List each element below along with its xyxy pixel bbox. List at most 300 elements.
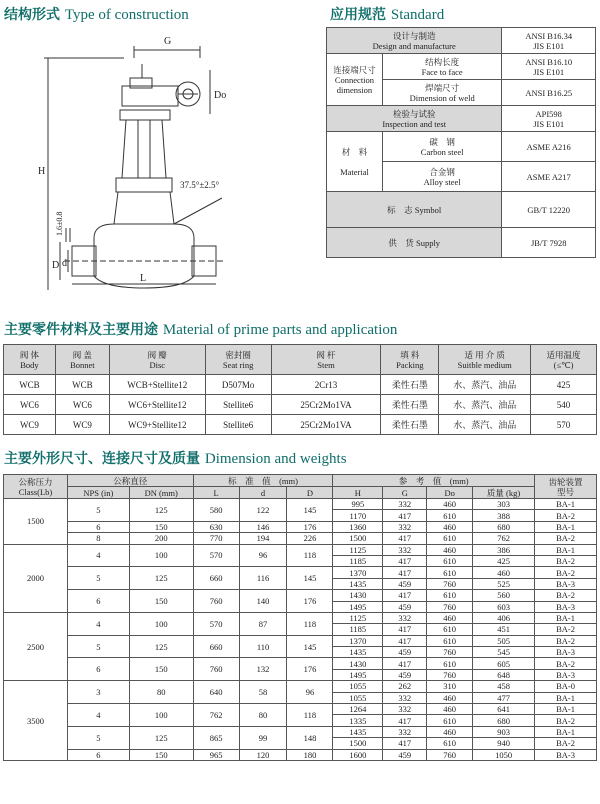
- dim-d-cell: 80: [239, 704, 287, 727]
- dim-head-reference: 参 考 值 (mm): [333, 475, 535, 487]
- dim-dn-cell: 150: [129, 590, 193, 613]
- material-header-cell: [531, 345, 597, 375]
- material-header-cn: 适用温度: [546, 349, 581, 360]
- dim-h-cell: 1370: [333, 567, 383, 578]
- material-table: [3, 344, 597, 435]
- material-cell: WC9: [55, 415, 109, 435]
- label-do: Do: [214, 90, 227, 101]
- label-D: D: [52, 260, 60, 271]
- dim-d-cell: 118: [287, 704, 333, 727]
- dim-gear-cell: BA-3: [535, 669, 597, 680]
- dim-gear-cell: BA-3: [535, 601, 597, 612]
- dim-h-cell: 1435: [333, 578, 383, 589]
- dim-l-cell: 760: [193, 658, 239, 681]
- material-header-en: Stem: [317, 359, 335, 370]
- dim-g-cell: 417: [383, 624, 427, 635]
- dim-subheader: 质量 (kg): [473, 487, 535, 499]
- dim-gear-cell: BA-2: [535, 715, 597, 726]
- valve-drawing: [4, 28, 294, 293]
- dim-dn-cell: 100: [129, 612, 193, 635]
- gearbox-shape: [122, 86, 178, 106]
- dim-h-cell: 1495: [333, 601, 383, 612]
- dim-do-cell: 610: [427, 567, 473, 578]
- materials-title: [4, 319, 397, 339]
- material-row: [4, 415, 597, 435]
- dimension-row: [4, 612, 597, 623]
- std-material-label: 材 料 Material: [327, 132, 383, 192]
- dim-do-cell: 610: [427, 738, 473, 749]
- dim-d-cell: 120: [239, 749, 287, 760]
- material-header-cn: 阀 盖: [72, 349, 92, 360]
- dim-head-standard: 标 准 值 (mm): [193, 475, 333, 487]
- std-alloy-label: 合金钢 Alloy steel: [382, 162, 501, 192]
- dim-head-gear: 齿轮装置 型号: [535, 475, 597, 499]
- dim-weight-cell: 505: [473, 635, 535, 646]
- dim-h-cell: 1495: [333, 669, 383, 680]
- dim-d-cell: 58: [239, 681, 287, 704]
- dim-gear-cell: BA-1: [535, 612, 597, 623]
- label-angle: 37.5°±2.5°: [180, 180, 220, 190]
- dim-do-cell: 610: [427, 533, 473, 544]
- material-cell: WCB: [55, 375, 109, 395]
- dim-do-cell: 460: [427, 544, 473, 555]
- dim-h-cell: 1500: [333, 533, 383, 544]
- dimension-row: [4, 681, 597, 692]
- construction-title-en: Type of construction: [64, 7, 189, 23]
- dim-do-cell: 760: [427, 749, 473, 760]
- dim-weight-cell: 388: [473, 510, 535, 521]
- class-cell: 1500: [4, 499, 68, 545]
- dim-dn-cell: 100: [129, 544, 193, 567]
- material-header-en: Seat ring: [222, 359, 254, 370]
- dim-subheader: d: [239, 487, 287, 499]
- dim-d-cell: 96: [287, 681, 333, 704]
- label-d: d: [62, 258, 67, 269]
- dim-nps-cell: 5: [67, 567, 129, 590]
- material-cell: 2Cr13: [271, 375, 381, 395]
- material-header-cell: [271, 345, 381, 375]
- dim-dn-cell: 200: [129, 533, 193, 544]
- dim-subheader: D: [287, 487, 333, 499]
- std-inspect-label: 检验与试验 Inspection and test: [327, 106, 502, 132]
- material-cell: 柔性石墨: [381, 375, 439, 395]
- class-cell: 2000: [4, 544, 68, 612]
- material-cell: 水、蒸汽、油品: [439, 415, 531, 435]
- dimension-row: [4, 749, 597, 760]
- dim-subheader: DN (mm): [129, 487, 193, 499]
- dim-weight-cell: 545: [473, 647, 535, 658]
- dim-l-cell: 630: [193, 521, 239, 532]
- material-header-en: Packing: [396, 359, 424, 370]
- material-header-cn: 阀 杆: [316, 349, 336, 360]
- standard-table: [326, 27, 596, 258]
- material-header-cell: [4, 345, 56, 375]
- dim-nps-cell: 6: [67, 521, 129, 532]
- dim-nps-cell: 8: [67, 533, 129, 544]
- material-cell: WC9+Stellite12: [109, 415, 205, 435]
- label-g: G: [164, 36, 172, 47]
- dim-do-cell: 460: [427, 499, 473, 510]
- dim-g-cell: 459: [383, 669, 427, 680]
- material-cell: WC6+Stellite12: [109, 395, 205, 415]
- std-symbol-label: 标 志 Symbol: [327, 192, 502, 228]
- dim-weight-cell: 406: [473, 612, 535, 623]
- dim-dn-cell: 125: [129, 726, 193, 749]
- dim-do-cell: 460: [427, 726, 473, 737]
- dim-weight-cell: 1050: [473, 749, 535, 760]
- dim-gear-cell: BA-1: [535, 726, 597, 737]
- dim-gear-cell: BA-2: [535, 590, 597, 601]
- dimensions-title: [4, 448, 347, 468]
- dim-weight-cell: 648: [473, 669, 535, 680]
- material-header-cell: [439, 345, 531, 375]
- dim-l-cell: 965: [193, 749, 239, 760]
- dim-g-cell: 459: [383, 647, 427, 658]
- material-cell: 水、蒸汽、油品: [439, 395, 531, 415]
- dim-d-cell: 145: [287, 499, 333, 522]
- dim-nps-cell: 6: [67, 658, 129, 681]
- dimension-table: [3, 474, 597, 761]
- material-cell: 水、蒸汽、油品: [439, 375, 531, 395]
- dim-h-cell: 1185: [333, 555, 383, 566]
- standard-title-cn: 应用规范: [330, 7, 386, 23]
- dim-subheader: G: [383, 487, 427, 499]
- material-cell: Stellite6: [205, 415, 271, 435]
- dim-d-cell: 146: [239, 521, 287, 532]
- dim-do-cell: 610: [427, 555, 473, 566]
- dim-h-cell: 1435: [333, 726, 383, 737]
- label-l: L: [140, 273, 147, 284]
- dim-d-cell: 132: [239, 658, 287, 681]
- dim-dn-cell: 125: [129, 635, 193, 658]
- material-header-en: Disc: [149, 359, 166, 370]
- dim-g-cell: 417: [383, 567, 427, 578]
- dim-g-cell: 262: [383, 681, 427, 692]
- dim-subheader: L: [193, 487, 239, 499]
- dim-l-cell: 580: [193, 499, 239, 522]
- dimension-row: [4, 567, 597, 578]
- material-cell: 25Cr2Mo1VA: [271, 395, 381, 415]
- material-cell: 柔性石墨: [381, 395, 439, 415]
- material-header-en: Body: [20, 359, 39, 370]
- dim-g-cell: 332: [383, 521, 427, 532]
- dim-l-cell: 660: [193, 567, 239, 590]
- dim-nps-cell: 6: [67, 590, 129, 613]
- dim-weight-cell: 940: [473, 738, 535, 749]
- dim-l-cell: 640: [193, 681, 239, 704]
- dim-weight-cell: 762: [473, 533, 535, 544]
- dim-l-cell: 660: [193, 635, 239, 658]
- dim-d-cell: 87: [239, 612, 287, 635]
- dim-g-cell: 417: [383, 635, 427, 646]
- dim-head-class: 公称压力 Class(Lb): [4, 475, 68, 499]
- dim-gear-cell: BA-2: [535, 555, 597, 566]
- dim-do-cell: 610: [427, 635, 473, 646]
- dim-h-cell: 1055: [333, 692, 383, 703]
- label-t: 1.6±0.8: [55, 211, 64, 236]
- dim-weight-cell: 603: [473, 601, 535, 612]
- dim-d-cell: 194: [239, 533, 287, 544]
- dim-do-cell: 460: [427, 692, 473, 703]
- dim-d-cell: 226: [287, 533, 333, 544]
- dim-d-cell: 96: [239, 544, 287, 567]
- class-cell: 3500: [4, 681, 68, 761]
- dim-gear-cell: BA-2: [535, 635, 597, 646]
- std-carbon-value: ASME A216: [502, 132, 596, 162]
- dimension-row: [4, 635, 597, 646]
- dim-l-cell: 770: [193, 533, 239, 544]
- dimension-row: [4, 704, 597, 715]
- dim-d-cell: 110: [239, 635, 287, 658]
- dim-weight-cell: 680: [473, 715, 535, 726]
- material-cell: WCB+Stellite12: [109, 375, 205, 395]
- dim-g-cell: 332: [383, 544, 427, 555]
- class-cell: 2500: [4, 612, 68, 680]
- material-header-cell: [55, 345, 109, 375]
- dim-g-cell: 332: [383, 612, 427, 623]
- dim-h-cell: 1125: [333, 544, 383, 555]
- dim-dn-cell: 150: [129, 521, 193, 532]
- dim-do-cell: 760: [427, 601, 473, 612]
- dim-nps-cell: 5: [67, 499, 129, 522]
- dim-do-cell: 610: [427, 658, 473, 669]
- material-header-cell: [205, 345, 271, 375]
- dim-weight-cell: 425: [473, 555, 535, 566]
- dim-dn-cell: 125: [129, 499, 193, 522]
- std-supply-value: JB/T 7928: [502, 228, 596, 258]
- dim-nps-cell: 5: [67, 635, 129, 658]
- dim-gear-cell: BA-1: [535, 499, 597, 510]
- dim-h-cell: 1264: [333, 704, 383, 715]
- dim-gear-cell: BA-1: [535, 704, 597, 715]
- dim-d-cell: 180: [287, 749, 333, 760]
- dim-h-cell: 1185: [333, 624, 383, 635]
- dim-weight-cell: 605: [473, 658, 535, 669]
- dim-dn-cell: 100: [129, 704, 193, 727]
- dim-g-cell: 417: [383, 658, 427, 669]
- material-row: [4, 375, 597, 395]
- dim-gear-cell: BA-2: [535, 567, 597, 578]
- dim-h-cell: 1170: [333, 510, 383, 521]
- dim-d-cell: 176: [287, 658, 333, 681]
- material-cell: 540: [531, 395, 597, 415]
- std-weld-value: ANSI B16.25: [502, 80, 596, 106]
- dim-weight-cell: 641: [473, 704, 535, 715]
- dimension-row: [4, 726, 597, 737]
- dim-do-cell: 460: [427, 612, 473, 623]
- dim-dn-cell: 125: [129, 567, 193, 590]
- dim-d-cell: 145: [287, 567, 333, 590]
- dim-d-cell: 122: [239, 499, 287, 522]
- dim-d-cell: 116: [239, 567, 287, 590]
- std-supply-label: 供 货 Supply: [327, 228, 502, 258]
- dim-l-cell: 570: [193, 612, 239, 635]
- bevel-angle-line: [174, 198, 222, 224]
- dim-nps-cell: 6: [67, 749, 129, 760]
- dim-do-cell: 760: [427, 669, 473, 680]
- dimensions-title-en: Dimension and weights: [204, 451, 347, 467]
- dim-nps-cell: 5: [67, 726, 129, 749]
- material-header-cn: 适 用 介 质: [464, 349, 505, 360]
- std-f2f-label: 结构长度 Face to face: [382, 54, 501, 80]
- dim-gear-cell: BA-1: [535, 521, 597, 532]
- std-weld-label: 焊端尺寸 Dimension of weld: [382, 80, 501, 106]
- dim-weight-cell: 460: [473, 567, 535, 578]
- material-header-en: Suitble medium: [457, 359, 512, 370]
- dim-d-cell: 148: [287, 726, 333, 749]
- dimension-row: [4, 499, 597, 510]
- dim-do-cell: 610: [427, 590, 473, 601]
- dim-h-cell: 995: [333, 499, 383, 510]
- dim-dn-cell: 150: [129, 658, 193, 681]
- dim-h-cell: 1125: [333, 612, 383, 623]
- material-header-cn: 填 料: [400, 349, 420, 360]
- dim-l-cell: 762: [193, 704, 239, 727]
- dim-gear-cell: BA-2: [535, 533, 597, 544]
- dim-gear-cell: BA-3: [535, 749, 597, 760]
- dim-g-cell: 459: [383, 601, 427, 612]
- dim-l-cell: 570: [193, 544, 239, 567]
- dim-d-cell: 140: [239, 590, 287, 613]
- dim-subheader: NPS (in): [67, 487, 129, 499]
- dim-g-cell: 332: [383, 726, 427, 737]
- dim-weight-cell: 451: [473, 624, 535, 635]
- dim-weight-cell: 477: [473, 692, 535, 703]
- dim-h-cell: 1335: [333, 715, 383, 726]
- material-cell: 570: [531, 415, 597, 435]
- dim-do-cell: 460: [427, 704, 473, 715]
- dim-weight-cell: 560: [473, 590, 535, 601]
- dim-nps-cell: 4: [67, 704, 129, 727]
- material-header-cell: [381, 345, 439, 375]
- construction-title-cn: 结构形式: [4, 7, 60, 23]
- dim-gear-cell: BA-3: [535, 578, 597, 589]
- dimension-row: [4, 590, 597, 601]
- material-cell: 425: [531, 375, 597, 395]
- dim-g-cell: 417: [383, 715, 427, 726]
- dim-do-cell: 760: [427, 578, 473, 589]
- dim-nps-cell: 3: [67, 681, 129, 704]
- dim-subheader: Do: [427, 487, 473, 499]
- material-cell: WC6: [55, 395, 109, 415]
- dim-do-cell: 610: [427, 510, 473, 521]
- dim-head-nominal: 公称直径: [67, 475, 193, 487]
- dim-subheader: H: [333, 487, 383, 499]
- dim-g-cell: 417: [383, 590, 427, 601]
- dimensions-title-cn: 主要外形尺寸、连接尺寸及质量: [4, 451, 200, 467]
- material-cell: WC6: [4, 395, 56, 415]
- dim-nps-cell: 4: [67, 612, 129, 635]
- material-header-en: Bonnet: [70, 359, 95, 370]
- dim-h-cell: 1435: [333, 647, 383, 658]
- dim-weight-cell: 680: [473, 521, 535, 532]
- dim-d-cell: 145: [287, 635, 333, 658]
- dim-d-cell: 118: [287, 544, 333, 567]
- dim-do-cell: 760: [427, 647, 473, 658]
- dim-h-cell: 1430: [333, 590, 383, 601]
- dimension-row: [4, 533, 597, 544]
- dim-do-cell: 310: [427, 681, 473, 692]
- dim-do-cell: 610: [427, 624, 473, 635]
- material-cell: D507Mo: [205, 375, 271, 395]
- dim-gear-cell: BA-2: [535, 738, 597, 749]
- dim-nps-cell: 4: [67, 544, 129, 567]
- dim-gear-cell: BA-2: [535, 624, 597, 635]
- dim-dn-cell: 150: [129, 749, 193, 760]
- dim-g-cell: 417: [383, 533, 427, 544]
- dim-weight-cell: 303: [473, 499, 535, 510]
- dim-g-cell: 417: [383, 738, 427, 749]
- dim-gear-cell: BA-1: [535, 692, 597, 703]
- dim-d-cell: 176: [287, 521, 333, 532]
- dim-h-cell: 1600: [333, 749, 383, 760]
- std-alloy-value: ASME A217: [502, 162, 596, 192]
- dim-g-cell: 417: [383, 510, 427, 521]
- dim-gear-cell: BA-2: [535, 510, 597, 521]
- dim-weight-cell: 525: [473, 578, 535, 589]
- label-h: H: [38, 166, 46, 177]
- dim-do-cell: 610: [427, 715, 473, 726]
- dim-g-cell: 417: [383, 555, 427, 566]
- material-row: [4, 395, 597, 415]
- material-header-cn: 阀 体: [19, 349, 40, 360]
- dim-d-cell: 99: [239, 726, 287, 749]
- dim-h-cell: 1370: [333, 635, 383, 646]
- dim-do-cell: 460: [427, 521, 473, 532]
- std-carbon-label: 碳 钢 Carbon steel: [382, 132, 501, 162]
- construction-title: [4, 4, 189, 24]
- std-design-value: ANSI B16.34 JIS E101: [502, 28, 596, 54]
- material-cell: 25Cr2Mo1VA: [271, 415, 381, 435]
- dim-h-cell: 1360: [333, 521, 383, 532]
- material-cell: 柔性石墨: [381, 415, 439, 435]
- dim-gear-cell: BA-2: [535, 658, 597, 669]
- material-header-cell: [109, 345, 205, 375]
- dimension-row: [4, 658, 597, 669]
- dim-weight-cell: 903: [473, 726, 535, 737]
- std-inspect-value: API598 JIS E101: [502, 106, 596, 132]
- materials-title-en: Material of prime parts and application: [162, 322, 398, 338]
- dimension-row: [4, 544, 597, 555]
- material-cell: WC9: [4, 415, 56, 435]
- dim-g-cell: 332: [383, 692, 427, 703]
- dim-gear-cell: BA-1: [535, 544, 597, 555]
- standard-title-en: Standard: [390, 7, 445, 23]
- dim-gear-cell: BA-0: [535, 681, 597, 692]
- std-conn-label: 连接端尺寸 Connection dimension: [327, 54, 383, 106]
- dim-d-cell: 176: [287, 590, 333, 613]
- dim-gear-cell: BA-3: [535, 647, 597, 658]
- dim-g-cell: 332: [383, 704, 427, 715]
- dim-dn-cell: 80: [129, 681, 193, 704]
- dim-l-cell: 760: [193, 590, 239, 613]
- dim-g-cell: 459: [383, 749, 427, 760]
- dim-g-cell: 459: [383, 578, 427, 589]
- material-header-cn: 密封圈: [225, 349, 251, 360]
- dim-g-cell: 332: [383, 499, 427, 510]
- dim-d-cell: 118: [287, 612, 333, 635]
- dim-h-cell: 1430: [333, 658, 383, 669]
- material-header-cn: 阀 瓣: [147, 349, 167, 360]
- std-f2f-value: ANSI B16.10 JIS E101: [502, 54, 596, 80]
- dim-h-cell: 1055: [333, 681, 383, 692]
- materials-title-cn: 主要零件材料及主要用途: [4, 322, 158, 338]
- dim-weight-cell: 458: [473, 681, 535, 692]
- material-cell: Stellite6: [205, 395, 271, 415]
- dim-weight-cell: 386: [473, 544, 535, 555]
- dim-l-cell: 865: [193, 726, 239, 749]
- standard-title: [330, 4, 444, 24]
